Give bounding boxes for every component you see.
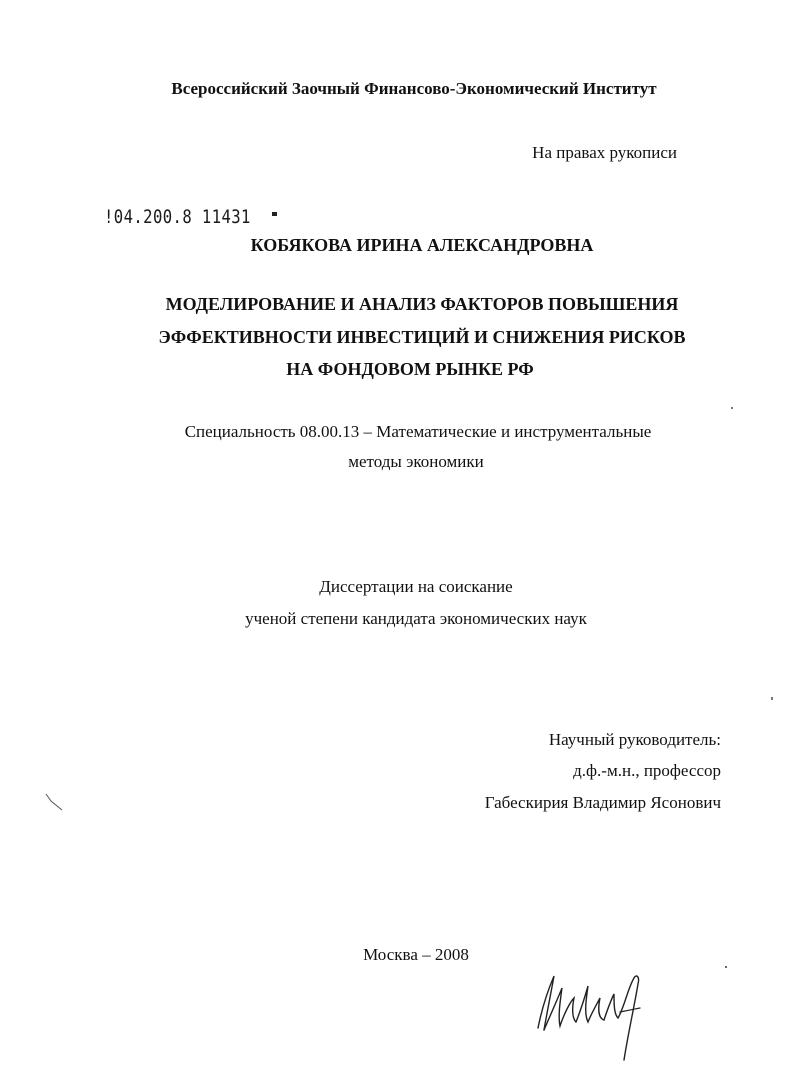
dissertation-line-2: ученой степени кандидата экономических наук: [245, 609, 587, 628]
manuscript-note: На правах рукописи: [532, 143, 677, 162]
specialty-line-2: методы экономики: [348, 452, 484, 471]
scan-dust-dot: [731, 407, 733, 409]
institute-name: Всероссийский Заочный Финансово-Экономический Институт: [171, 79, 657, 98]
specialty-line-1: Специальность 08.00.13 – Математические и инструментальные: [184, 422, 652, 441]
scan-dust-dot: [725, 966, 727, 968]
city-year: Москва – 2008: [363, 945, 469, 964]
scan-dust-dot: [771, 697, 773, 700]
title-line-3: НА ФОНДОВОМ РЫНКЕ РФ: [286, 359, 534, 379]
supervisor-name: Габескирия Владимир Ясонович: [484, 793, 721, 812]
dissertation-line-1: Диссертации на соискание: [319, 577, 513, 596]
stamp-dot-mark: [272, 212, 277, 216]
scan-scratch-mark: [44, 792, 66, 814]
author-name: КОБЯКОВА ИРИНА АЛЕКСАНДРОВНА: [250, 235, 594, 255]
library-stamp-number: !04.200.8 11431: [104, 206, 251, 228]
handwritten-signature: [528, 968, 668, 1068]
title-line-2: ЭФФЕКТИВНОСТИ ИНВЕСТИЦИЙ И СНИЖЕНИЯ РИСКОВ: [158, 327, 686, 347]
supervisor-degree: д.ф.-м.н., профессор: [573, 761, 721, 780]
supervisor-label: Научный руководитель:: [548, 730, 721, 749]
title-line-1: МОДЕЛИРОВАНИЕ И АНАЛИЗ ФАКТОРОВ ПОВЫШЕНИЯ: [165, 294, 679, 314]
